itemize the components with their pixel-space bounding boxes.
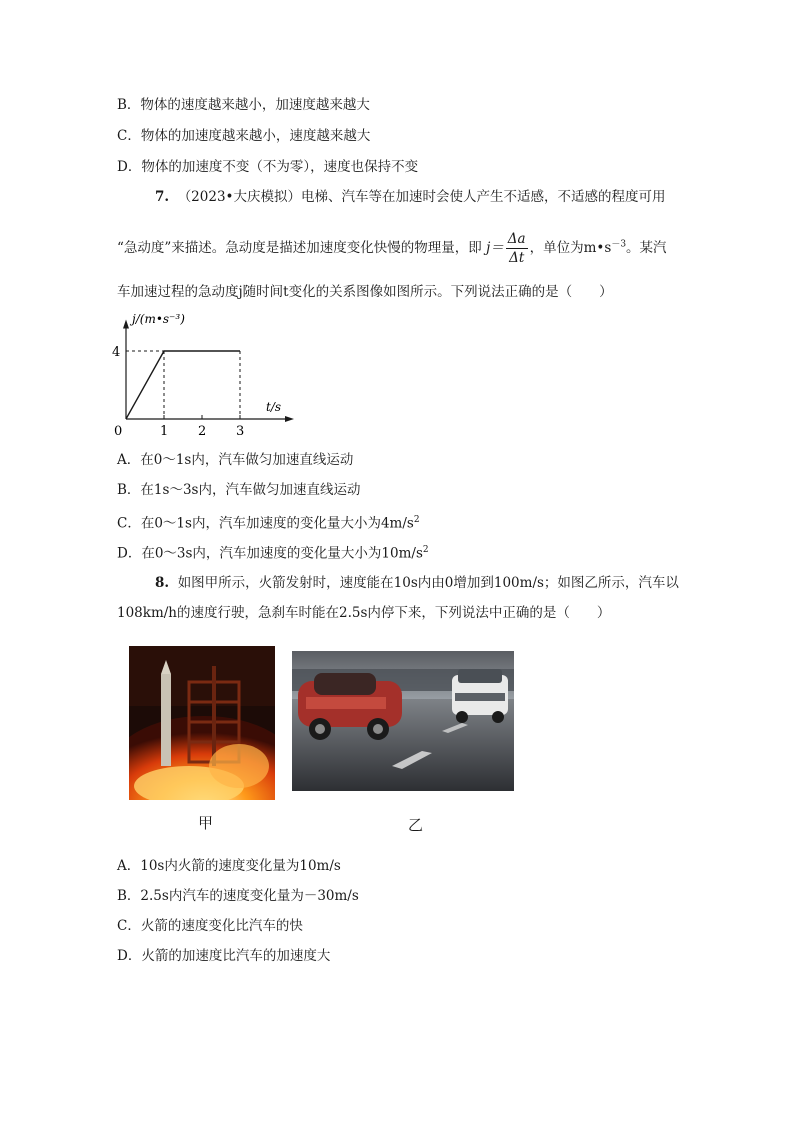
q8-option-b: B．2.5s内汽车的速度变化量为－30m/s [117, 888, 359, 904]
graph-axes [112, 320, 294, 436]
x-tick-label: 3 [236, 424, 245, 435]
caption-jia: 甲 [198, 814, 214, 832]
q8-stem-line2: 108km/h的速度行驶，急刹车时能在2.5s内停下来，下列说法中正确的是（ ） [117, 605, 611, 621]
origin-label: 0 [114, 424, 123, 435]
q7-option-a: A．在0～1s内，汽车做匀加速直线运动 [117, 452, 354, 468]
q8-option-c: C．火箭的速度变化比汽车的快 [117, 918, 303, 934]
q8-number: 8. [155, 575, 170, 591]
jerk-formula-lhs: j＝ [486, 240, 504, 256]
q6-option-b: B．物体的速度越来越小，加速度越来越大 [117, 97, 370, 113]
q7-number: 7. [155, 189, 170, 205]
q8-stem-line1: 8. 如图甲所示，火箭发射时，速度能在10s内由0增加到100m/s；如图乙所示，汽车以 [155, 575, 679, 591]
graph-marks [126, 351, 240, 419]
q8-option-d: D．火箭的加速度比汽车的加速度大 [117, 948, 331, 964]
q6-option-c: C．物体的加速度越来越小，速度越来越大 [117, 128, 371, 144]
q7-stem-line3: 车加速过程的急动度j随时间t变化的关系图像如图所示。下列说法正确的是（ ） [117, 284, 613, 300]
rocket-launch-photo [129, 646, 275, 800]
x-axis-label: t/s [266, 400, 282, 414]
cars-braking-photo [292, 651, 514, 791]
q7-option-b: B．在1s～3s内，汽车做匀加速直线运动 [117, 482, 361, 498]
x-axis-arrow [285, 416, 294, 422]
q7-option-d: D．在0～3s内，汽车加速度的变化量大小为$10m/s^2$ [117, 545, 429, 562]
q7-option-c: C．在0～1s内，汽车加速度的变化量大小为$4m/s^2$ [117, 515, 420, 532]
x-tick-label: 2 [198, 424, 207, 435]
x-tick-label: 1 [160, 424, 169, 435]
q8-option-a: A．10s内火箭的速度变化量为10m/s [117, 858, 341, 874]
jerk-series-line [126, 351, 240, 419]
q6-option-d: D．物体的加速度不变（不为零），速度也保持不变 [117, 159, 419, 175]
q7-stem-line2: “急动度”来描述。急动度是描述加速度变化快慢的物理量，即 j＝ $\frac{\Delta a}{\Delta t}$ ，单位为$m•s^{-3}$。某汽 [117, 231, 667, 266]
q7-stem-line1: 7. （2023•大庆模拟）电梯、汽车等在加速时会使人产生不适感，不适感的程度可用 [155, 189, 666, 205]
caption-yi: 乙 [408, 816, 424, 834]
jerk-time-graph [108, 305, 308, 435]
y-tick-label: 4 [112, 345, 121, 360]
jerk-formula-fraction: $\frac{\Delta a}{\Delta t}$ [507, 231, 526, 266]
y-axis-label: j/(m•s⁻³) [132, 312, 185, 326]
y-axis-arrow [123, 320, 129, 329]
